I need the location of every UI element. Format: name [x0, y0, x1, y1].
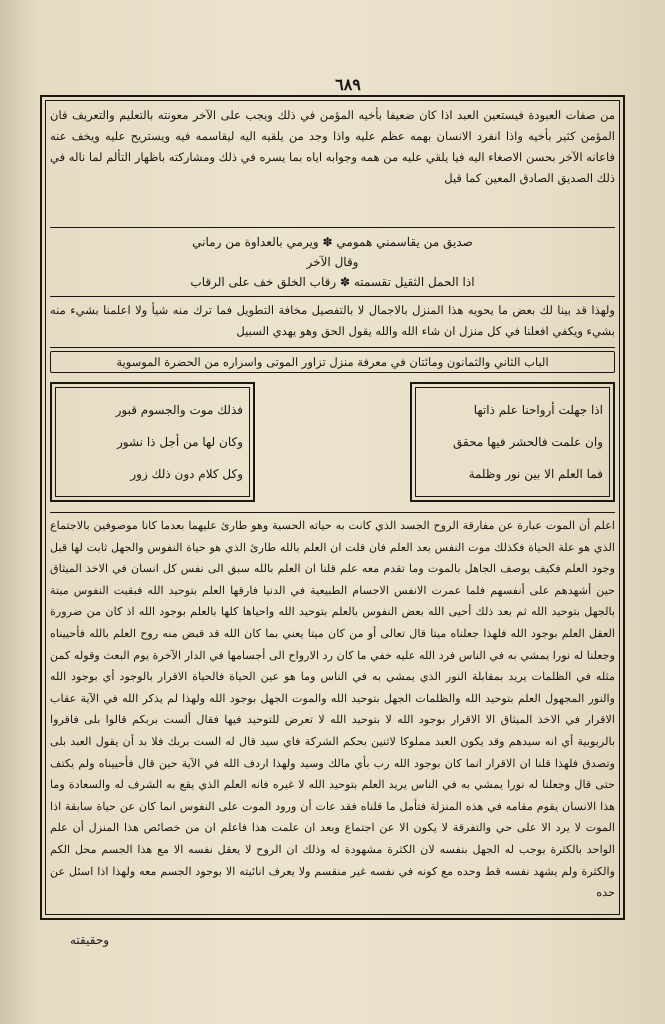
verses-block	[50, 227, 615, 297]
poem-left-line-2: وكان لها من أجل ذا نشور	[116, 435, 243, 449]
poem-left-line-1: فذلك موت والجسوم قبور	[115, 403, 243, 417]
note-text: ولهذا قد بينا لك بعض ما يحويه هذا المنزل بالاجمال لا بالتفصيل مخافة التطويل فما ترك منه شيأ ولا اعلمنا بشيء منه بشيء ويكفي افعلنا في كل منزل ان شاء الله والله يقول الحق وهو يهدي السبيل	[50, 303, 615, 338]
verse-2-heading: وقال الآخر	[306, 255, 359, 269]
verse-1: صديق من يقاسمني همومي ✽ ويرمي بالعداوة من رماني	[192, 235, 473, 249]
poem-gap	[273, 382, 393, 504]
intro-paragraph	[50, 105, 615, 227]
body-paragraph	[50, 512, 615, 917]
page-number: ٦٨٩	[335, 75, 361, 94]
poem-right-line-3: فما العلم الا بين نور وظلمة	[468, 467, 603, 481]
poem-block	[50, 382, 615, 504]
poem-left-box	[50, 382, 255, 502]
poem-right-line-2: وان علمت فالحشر فيها محقق	[453, 435, 603, 449]
chapter-heading	[50, 351, 615, 373]
poem-right-line-1: اذا جهلت أرواحنا علم ذاتها	[473, 403, 603, 417]
body-text: اعلم أن الموت عبارة عن مفارقة الروح الجسد الذي كانت به حياته الحسية وهو طارئ عليهما بعدما كانا موصوفين بالاجتماع الذي هو علة الحياة فكذلك موت النفس بعد العلم فان قلت ان العلم بالله طارئ الذي هو حياة النفوس والجهل ثابت لها قبل وجود العلم فكيف يوصف الجاهل بالموت وما تقدم معه علم قلنا ان العلم بالله سبق الى نفس كل انسان في الاخذ الميثاق حين أشهدهم على أنفسهم فلما عمرت الانفس الاجسام الطبيعية في الدنيا فارقها العلم بتوحيد الله فبقيت النفوس ميتة بالجهل بتوحيد الله ثم بعد ذلك أحيى الله بعض النفوس بالعلم بتوحيد الله واحياها كلها بالعلم بوجود الله اذ كان من ضرورة العقل العلم بوجود الله فلهذا جعلناه ميتا قال تعالى أو من كان ميتا يعني بما كان الله قد قبض منه روح العلم بالله فأحييناه وجعلنا له نورا يمشي به في الناس فرد الله عليه خفي ما كان رد الارواح الى أجسامها في الدار الآخرة يوم البعث وقوله كمن مثله في الظلمات يريد بمقابلة النور الذي يمشي به في الناس وما هو عين الحياة فالحياة الاقرار بالوجود أي بوجود الله والنور المجهول العلم بتوحيد الله والظلمات الجهل بتوحيد الله والموت الجهل بوجود الله ولهذا لم يذكر الله في الآية عقاب الاقرار في الاخذ الميثاق الا الاقرار بوجود الله لا بتوحيد الله لا تعرض للتوحيد فيها فقال ألست بربكم قالوا بلى فاقروا بالربوبية أي انه سيدهم وقد يكون العبد مملوكا لاثنين بحكم الشركة فاي سيد قال له الست بربك فلا بد أن يقول العبد بلى وتصدق فلهذا قلنا ان الاقرار انما كان بوجود الله رب بأي مالك وسيد ولهذا اردف الله في الآية حين قال فأحييناه ولم يكتف حتى قال وجعلنا له نورا يمشي به في الناس يريد العلم بتوحيد الله لا غيره فانه العلم الذي يقع به الشرف له والسعادة وما هذا الانسان يقوم مقامه في هذه المنزلة فتأمل ما قلناه فقد عات أن ورود الموت على النفوس انما كان عن حياة سابقة اذا الموت لا يرد الا على حي والتفرقة لا يكون الا عن اجتماع وبعد ان علمت هذا فاعلم ان من خصائص هذا المنزل أن علم الواحد بالكثرة يوجب له الجهل بنفسه لان الكثرة مشهودة له وذلك ان الروح لا يعقل نفسه الا مع هذا الجسم محل الكم والكثرة ولم يشهد نفسه قط وحده مع كونه في نفسه غير منقسم ولا يعرف انائيته الا بوجود الجسم معه ولهذا اذا اسئل عن حده	[50, 519, 615, 900]
intro-text: من صفات العبودة فيستعين العبد اذا كان ضعيفا بأخيه المؤمن في ذلك ويجب على الآخر معونته بالتعليم والتعريف فان المؤمن كثير بأخيه واذا انفرد الانسان بهمه عظم عليه واذا وجد من يلقيه اليه ليقاسمه فيه ويستريح عليه ويخف عنه فاعانه الآخر بحسن الاصغاء اليه فيا يلقي عليه من همه وجوابه اياه بما يسره في ذلك ومشاركته باظهار التألم لما ناله في ذلك الصديق الصادق المعين كما قيل	[50, 108, 615, 185]
verse-2: اذا الحمل الثقيل تقسمته ✽ رقاب الخلق خف على الرقاب	[190, 275, 475, 289]
text-frame	[40, 95, 625, 920]
poem-left-line-3: وكل كلام دون ذلك زور	[130, 467, 243, 481]
chapter-title: الباب الثاني والثمانون ومائتان في معرفة منزل تزاور الموتى واسراره من الحضرة الموسوية	[116, 355, 549, 369]
poem-right-box	[410, 382, 615, 502]
catchword: وحقيقته	[70, 933, 110, 947]
note-paragraph	[50, 300, 615, 348]
